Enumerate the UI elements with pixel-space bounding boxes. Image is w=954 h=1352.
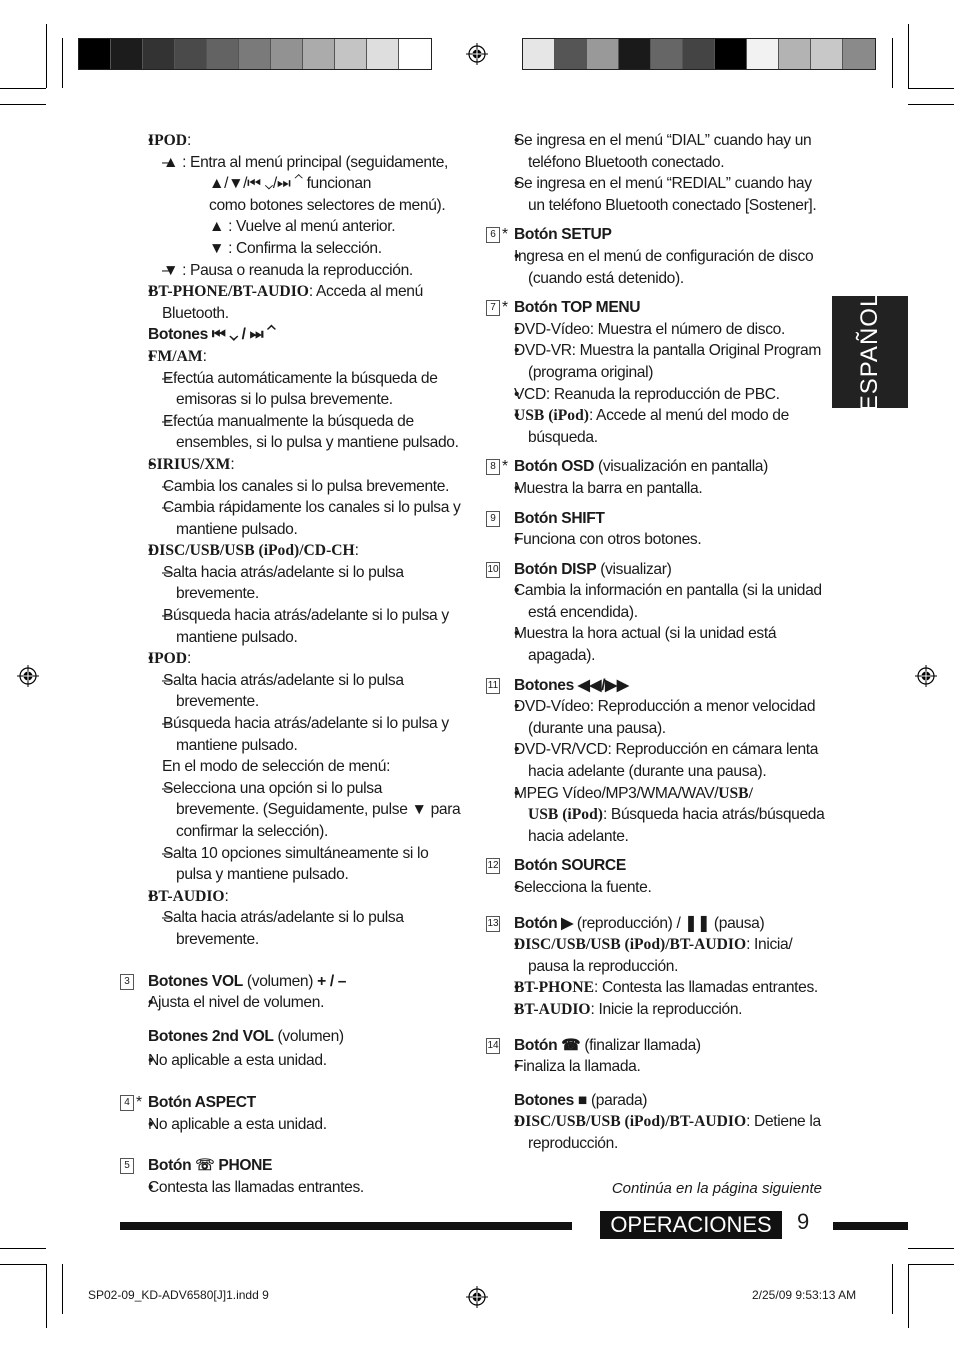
color-swatch (79, 39, 111, 69)
list-item: ▼ : Confirma la selección. (209, 239, 382, 257)
list-item: – Cambia rápidamente los canales si lo pulsa y mantiene pulsado. (120, 497, 465, 540)
list-item: – Salta hacia atrás/adelante si lo pulsa brevemente. (120, 562, 465, 605)
color-swatch (715, 39, 747, 69)
footer-bar (833, 1222, 908, 1230)
crop-mark (908, 104, 954, 105)
list-item: • No aplicable a esta unidad. (120, 1114, 465, 1136)
crop-mark (0, 1264, 46, 1265)
item-number: 6 (486, 227, 500, 243)
registration-mark-icon (915, 665, 937, 687)
color-swatch (239, 39, 271, 69)
list-item: • Finaliza la llamada. (486, 1056, 826, 1078)
list-item: • SIRIUS/XM: (120, 454, 465, 476)
list-item: • No aplicable a esta unidad. (120, 1050, 465, 1072)
crop-mark (62, 1264, 63, 1314)
color-swatch (587, 39, 619, 69)
list-item: • DVD-Vídeo: Muestra el número de disco. (486, 319, 826, 341)
list-item: • DVD-VR/VCD: Reproducción en cámara lenta hacia adelante (durante una pausa). (486, 739, 826, 782)
color-swatch (207, 39, 239, 69)
color-swatch (683, 39, 715, 69)
item-number: 14 (486, 1038, 500, 1054)
print-date: 2/25/09 9:53:13 AM (752, 1288, 857, 1302)
item-number: 9 (486, 511, 500, 527)
list-item: • FM/AM: (120, 346, 465, 368)
phone-icon: ☏ (195, 1157, 215, 1175)
list-item: • DVD-VR: Muestra la pantalla Original Program (programa original) (486, 340, 826, 383)
color-swatch (303, 39, 335, 69)
list-item: – Selecciona una opción si lo pulsa brevemente. (Seguidamente, pulse ▼ para confirmar la selección). (120, 778, 465, 843)
registration-mark-icon (466, 43, 488, 65)
color-swatch (651, 39, 683, 69)
list-item: • BT-PHONE: Contesta las llamadas entrantes. (486, 977, 826, 999)
list-item: • IPOD: (120, 130, 465, 152)
section-heading: 8 * Botón OSD (visualización en pantalla) (486, 456, 826, 478)
item-number: 13 (486, 916, 500, 932)
file-info: SP02-09_KD-ADV6580[J]1.indd 9 (88, 1288, 269, 1302)
color-swatch (111, 39, 143, 69)
list-item: – Efectúa automáticamente la búsqueda de emisoras si lo pulsa brevemente. (120, 368, 465, 411)
list-item: • MPEG Vídeo/MP3/WMA/WAV/USB/ USB (iPod): Búsqueda hacia atrás/búsqueda hacia adelante. (486, 783, 826, 848)
crop-mark (0, 88, 46, 89)
section-heading: 12 Botón SOURCE (487, 857, 626, 875)
list-item: En el modo de selección de menú: (162, 758, 391, 776)
list-item: – Salta hacia atrás/adelante si lo pulsa brevemente. (120, 670, 465, 713)
language-label: ESPAÑOL (856, 292, 883, 412)
color-swatch (523, 39, 555, 69)
color-swatch (143, 39, 175, 69)
item-number: 12 (486, 858, 500, 874)
list-item: – Cambia los canales si lo pulsa brevemente. (120, 476, 465, 498)
list-item: • IPOD: (120, 648, 465, 670)
section-heading: 3 Botones VOL (volumen) + / – (120, 971, 465, 993)
section-heading: 7 * Botón TOP MENU (486, 297, 826, 319)
section-heading: 10 Botón DISP (visualizar) (487, 560, 672, 578)
section-title: OPERACIONES (600, 1211, 782, 1239)
color-bar-left (78, 38, 432, 70)
section-heading: 13 Botón ▶ (reproducción) / ❚❚ (pausa) (487, 914, 765, 932)
list-item: • Ajusta el nivel de volumen. (120, 992, 465, 1014)
list-item: • Contesta las llamadas entrantes. (120, 1177, 465, 1199)
item-number: 4 (120, 1095, 134, 1111)
list-item: • Selecciona la fuente. (486, 877, 826, 899)
list-item: – ▼ : Pausa o reanuda la reproducción. (120, 260, 465, 282)
item-number: 7 (486, 300, 500, 316)
list-item: • Muestra la barra en pantalla. (486, 478, 826, 500)
list-item: • BT-AUDIO: (120, 886, 465, 908)
section-heading: 9 Botón SHIFT (486, 508, 826, 530)
list-item: ▲ : Vuelve al menú anterior. (209, 218, 396, 236)
continue-note: Continúa en la página siguiente (611, 1180, 822, 1197)
section-heading: Botones ■ (parada) (514, 1091, 648, 1109)
section-heading: Botones 2nd VOL (volumen) (148, 1027, 344, 1045)
right-column (486, 130, 826, 1155)
list-item: – Búsqueda hacia atrás/adelante si lo pulsa y mantiene pulsado. (120, 713, 465, 756)
section-heading: 6 * Botón SETUP (486, 224, 826, 246)
list-item: • DISC/USB/USB (iPod)/BT-AUDIO: Inicia/ pausa la reproducción. (486, 934, 826, 977)
section-heading: 14 Botón ☎ (finalizar llamada) (487, 1036, 701, 1054)
list-item: – Búsqueda hacia atrás/adelante si lo pulsa y mantiene pulsado. (120, 605, 465, 648)
list-item: • DISC/USB/USB (iPod)/CD-CH: (120, 540, 465, 562)
list-item: • Muestra la hora actual (si la unidad está apagada). (486, 623, 826, 666)
crop-mark (892, 38, 893, 88)
list-item: • BT-AUDIO: Inicie la reproducción. (486, 999, 826, 1021)
item-number: 5 (120, 1158, 134, 1174)
color-swatch (271, 39, 303, 69)
crop-mark (908, 24, 909, 88)
crop-mark (0, 104, 46, 105)
page-number: 9 (797, 1209, 810, 1234)
color-swatch (747, 39, 779, 69)
crop-mark (908, 1248, 954, 1249)
color-swatch (175, 39, 207, 69)
crop-mark (0, 1248, 46, 1249)
color-swatch (619, 39, 651, 69)
list-item: • Ingresa en el menú de configuración de disco (cuando está detenido). (486, 246, 826, 289)
crop-mark (908, 88, 954, 89)
left-column (120, 130, 465, 1198)
crop-mark (46, 1264, 47, 1328)
crop-mark (46, 24, 47, 88)
list-item: • Cambia la información en pantalla (si la unidad está encendida). (486, 580, 826, 623)
color-bar-right (522, 38, 876, 70)
crop-mark (908, 1264, 909, 1328)
color-swatch (555, 39, 587, 69)
color-swatch (779, 39, 811, 69)
list-item: • VCD: Reanuda la reproducción de PBC. (486, 384, 826, 406)
section-heading: Botones ⏮ ⌄ / ⏭ ⌃ (148, 326, 276, 344)
section-heading: 5 Botón ☏ PHONE (120, 1155, 465, 1177)
list-item: • Funciona con otros botones. (486, 529, 826, 551)
end-call-icon: ☎ (561, 1036, 581, 1054)
section-heading: 11 Botones ◀◀/▶▶ (487, 676, 629, 694)
list-item: • BT-PHONE/BT-AUDIO: Acceda al menú (120, 281, 465, 303)
list-item: – Salta hacia atrás/adelante si lo pulsa brevemente. (120, 907, 465, 950)
list-item: • USB (iPod): Accede al menú del modo de búsqueda. (486, 405, 826, 448)
crop-mark (892, 1264, 893, 1314)
list-item: – ▲ : Entra al menú principal (seguidamente, (120, 152, 465, 174)
list-item: – Efectúa manualmente la búsqueda de ensembles, si lo pulsa y mantiene pulsado. (120, 411, 465, 454)
color-swatch (811, 39, 843, 69)
language-tab (832, 292, 908, 412)
color-swatch (335, 39, 367, 69)
registration-mark-icon (17, 665, 39, 687)
list-item: ▲/▼/⏮ ⌄/⏭ ⌃ funcionan (209, 175, 372, 193)
item-number: 10 (486, 562, 500, 578)
list-item: – Salta 10 opciones simultáneamente si lo pulsa y mantiene pulsado. (120, 843, 465, 886)
list-item: como botones selectores de menú). (209, 196, 446, 214)
item-number: 3 (120, 974, 134, 990)
pause-icon: ❚❚ (684, 914, 710, 932)
list-item: Bluetooth. (162, 304, 229, 322)
section-heading: 4 * Botón ASPECT (120, 1092, 465, 1114)
color-swatch (367, 39, 399, 69)
crop-mark (908, 1264, 954, 1265)
list-item: • DVD-Vídeo: Reproducción a menor velocidad (durante una pausa). (486, 696, 826, 739)
list-item: • Se ingresa en el menú “REDIAL” cuando hay un teléfono Bluetooth conectado [Sostener]. (486, 173, 826, 216)
list-item: • DISC/USB/USB (iPod)/BT-AUDIO: Detiene la reproducción. (486, 1111, 826, 1154)
item-number: 8 (486, 459, 500, 475)
list-item: • Se ingresa en el menú “DIAL” cuando hay un teléfono Bluetooth conectado. (486, 130, 826, 173)
item-number: 11 (486, 678, 500, 694)
footer-bar (120, 1222, 572, 1230)
crop-mark (62, 38, 63, 88)
registration-mark-icon (466, 1286, 488, 1308)
color-swatch (843, 39, 875, 69)
color-swatch (399, 39, 431, 69)
